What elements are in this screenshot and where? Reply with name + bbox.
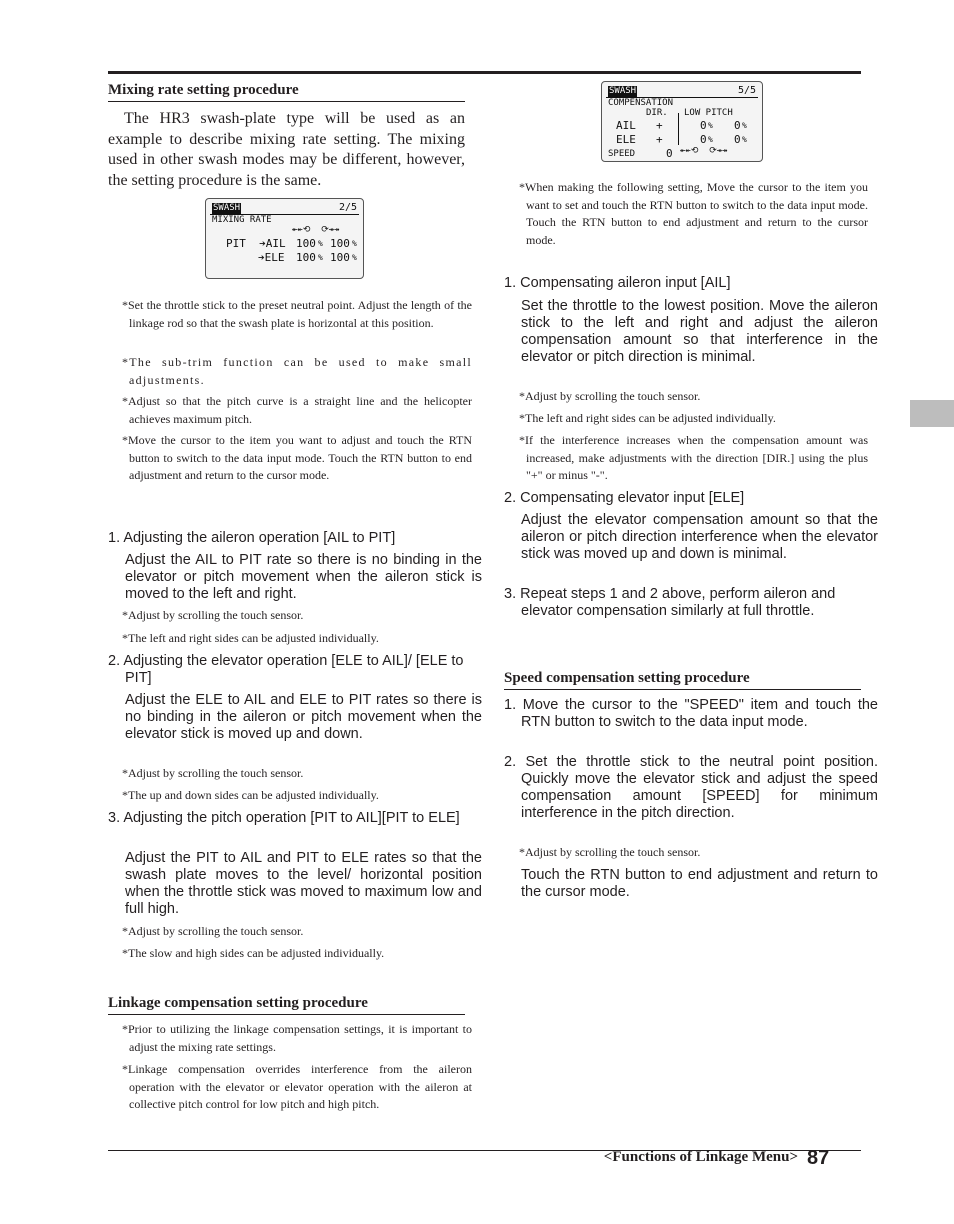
lcd-row2-label: ELE <box>616 133 636 146</box>
lcd-row2-dir: + <box>656 133 663 146</box>
comp1-body: Set the throttle to the lowest position. Move the aileron stick to the left and right and adjust the aileron compensation amount so that interference in the elevator or pitch direction is minimal. <box>521 298 878 365</box>
step2-note: *Adjust by scrolling the touch sensor. <box>122 766 304 780</box>
lcd-row1-value2: 0 <box>734 119 741 132</box>
linkage-note: *Prior to utilizing the linkage compensation settings, it is important to adjust the mixing rate settings. <box>122 1022 472 1054</box>
lcd-direction-icons: ↞↞⟲ ⟳↠↠ <box>680 146 728 156</box>
lcd-row2-value1: 100 <box>296 251 316 264</box>
comp2-body: Adjust the elevator compensation amount so that the aileron or pitch direction interference when the elevator stick was moved up and down is minimal. <box>521 512 878 562</box>
compensation-lcd <box>601 81 763 162</box>
speed2-tail: Touch the RTN button to end adjustment and return to the cursor mode. <box>521 867 878 900</box>
step1-note: *The left and right sides can be adjusted individually. <box>122 631 379 645</box>
step3-heading: 3. Adjusting the pitch operation [PIT to AIL][PIT to ELE] <box>108 810 460 826</box>
comp1-note: *If the interference increases when the compensation amount was increased, make adjustments with the direction [DIR.] using the plus "+" or minus "-". <box>519 433 868 482</box>
lcd-unit: % <box>352 239 357 248</box>
lcd-page: 5/5 <box>737 85 756 96</box>
step2-body: Adjust the ELE to AIL and ELE to PIT rates so there is no binding in the aileron or pitch movement when the elevator stick is moved up and down. <box>125 692 482 742</box>
side-tab-marker <box>910 400 954 427</box>
lcd-row2-value2: 0 <box>734 133 741 146</box>
lcd-row1-value1: 100 <box>296 237 316 250</box>
lcd-header: SWASH <box>609 86 637 96</box>
compensation-top-note: *When making the following setting, Move the cursor to the item you want to set and touch the RTN button to switch to the data input mode. Touch the RTN button to end adjustment and return to the cursor mode. <box>519 180 868 247</box>
linkage-compensation-title: Linkage compensation setting procedure <box>108 995 465 1015</box>
mixing-rate-title: Mixing rate setting procedure <box>108 82 465 102</box>
lcd-vertical-rule <box>678 113 679 145</box>
top-rule <box>108 71 861 74</box>
lcd-row1-label: PIT ➔AIL <box>226 237 286 250</box>
lcd-unit: % <box>742 121 747 130</box>
mixing-note: *Set the throttle stick to the preset neutral point. Adjust the length of the linkage rod so that the swash plate is horizontal at this position. <box>122 298 472 330</box>
lcd-unit: % <box>708 121 713 130</box>
page-number: 87 <box>807 1147 830 1169</box>
lcd-row2-value2: 100 <box>330 251 350 264</box>
step3-note: *The slow and high sides can be adjusted individually. <box>122 946 385 960</box>
lcd-unit: % <box>318 253 323 262</box>
lcd-unit: % <box>742 135 747 144</box>
linkage-note: *Linkage compensation overrides interference from the aileron operation with the elevator or elevator operation with the aileron at collective pitch control for low pitch and high pitch. <box>122 1062 472 1111</box>
lcd-row2-value1: 0 <box>700 133 707 146</box>
mixing-intro: The HR3 swash-plate type will be used as an example to describe mixing rate setting. The mixing used in other swash modes may be different, however, the setting procedure is the same. <box>108 110 465 189</box>
step3-body: Adjust the PIT to AIL and PIT to ELE rates so that the swash plate moves to the level/ horizontal position when the throttle stick was moved to maximum low and full high. <box>125 850 482 917</box>
lcd-low-pitch: LOW PITCH <box>684 108 733 118</box>
comp1-note: *Adjust by scrolling the touch sensor. <box>519 389 701 403</box>
step2-heading: 2. Adjusting the elevator operation [ELE to AIL]/ [ELE to PIT] <box>108 653 464 686</box>
comp3-heading: 3. Repeat steps 1 and 2 above, perform aileron and elevator compensation similarly at full throttle. <box>504 586 836 619</box>
lcd-speed-value: 0 <box>666 147 673 160</box>
lcd-unit: % <box>318 239 323 248</box>
speed2-note: *Adjust by scrolling the touch sensor. <box>519 845 701 859</box>
comp1-heading: 1. Compensating aileron input [AIL] <box>504 275 731 291</box>
step1-note: *Adjust by scrolling the touch sensor. <box>122 608 304 622</box>
step1-heading: 1. Adjusting the aileron operation [AIL to PIT] <box>108 530 396 546</box>
lcd-row1-label: AIL <box>616 119 636 132</box>
speed-compensation-title: Speed compensation setting procedure <box>504 670 861 690</box>
lcd-row2-label: ➔ELE <box>258 251 285 264</box>
lcd-subtitle: COMPENSATION <box>608 98 674 108</box>
lcd-page: 2/5 <box>338 202 357 213</box>
mixing-note: *Adjust so that the pitch curve is a straight line and the helicopter achieves maximum pitch. <box>122 394 472 426</box>
lcd-header: SWASH <box>213 203 241 213</box>
step1-body: Adjust the AIL to PIT rate so there is no binding in the elevator or pitch movement when the aileron stick is moved to the left and right. <box>125 552 482 602</box>
lcd-row1-dir: + <box>656 119 663 132</box>
lcd-row1-value2: 100 <box>330 237 350 250</box>
lcd-speed-label: SPEED <box>608 149 636 159</box>
speed2-heading: 2. Set the throttle stick to the neutral point position. Quickly move the elevator stick and adjust the speed compensation amount [SPEED] for minimum interference in the pitch direction. <box>504 754 878 821</box>
comp1-note: *The left and right sides can be adjusted individually. <box>519 411 776 425</box>
lcd-unit: % <box>352 253 357 262</box>
lcd-unit: % <box>708 135 713 144</box>
lcd-row1-value1: 0 <box>700 119 707 132</box>
lcd-subtitle: MIXING RATE <box>212 215 272 225</box>
speed1-heading: 1. Move the cursor to the "SPEED" item and touch the RTN button to switch to the data input mode. <box>504 697 878 730</box>
mixing-note: *Move the cursor to the item you want to adjust and touch the RTN button to switch to the data input mode. Touch the RTN button to end adjustment and return to the cursor mode. <box>122 433 472 482</box>
step3-note: *Adjust by scrolling the touch sensor. <box>122 924 304 938</box>
lcd-dir-label: DIR. <box>646 108 668 118</box>
step2-note: *The up and down sides can be adjusted individually. <box>122 788 379 802</box>
mixing-note: *The sub-trim function can be used to make small adjustments. <box>122 355 472 387</box>
comp2-heading: 2. Compensating elevator input [ELE] <box>504 490 745 506</box>
lcd-direction-icons: ↞↞⟲ ⟳↠↠ <box>292 225 340 235</box>
mixing-rate-lcd <box>205 198 364 279</box>
footer-section-label: <Functions of Linkage Menu> <box>603 1149 798 1165</box>
